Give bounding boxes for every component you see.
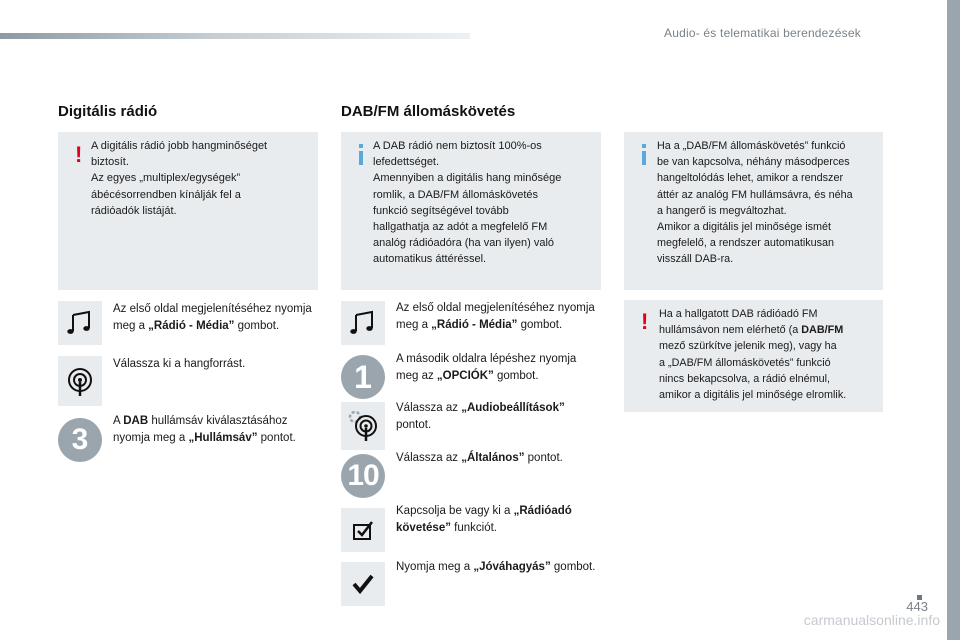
warning-line: a „DAB/FM állomáskövetés” funkció: [659, 356, 831, 369]
music-note-icon: [341, 301, 385, 345]
left-step-2-text: Válassza ki a hangforrást.: [113, 358, 246, 370]
step-number-1: 1: [341, 355, 385, 399]
info-line: visszáll DAB-ra.: [657, 253, 734, 266]
warning-icon: !: [75, 142, 83, 167]
middle-step-1-text: Az első oldal megjelenítéséhez nyomja meg a „Rádió - Média” gombot.: [396, 302, 595, 331]
audio-settings-gear-icon: [341, 402, 385, 450]
warning-line: Ha a hallgatott DAB rádióadó FM: [659, 308, 818, 320]
info-line: Amikor a digitális jel minősége ismét: [657, 221, 832, 234]
info-line: lefedettséget.: [373, 156, 440, 169]
radio-media-button-icon-box: [58, 301, 102, 345]
info-line: hallgathatja az adót a megfelelő FM: [373, 221, 548, 234]
confirm-icon-box: [341, 562, 385, 606]
step-number-10: 10: [341, 454, 385, 498]
watermark-text: carmanualsonline.info: [803, 612, 940, 628]
info-box-tracking-delay: [624, 132, 883, 290]
heading-dab-fm-tracking: DAB/FM állomáskövetés: [341, 103, 516, 120]
info-line: Ha a „DAB/FM állomáskövetés” funkció: [657, 140, 846, 152]
header-gradient-bar: [0, 33, 470, 39]
info-line: hangeltolódás lehet, amikor a rendszer: [657, 172, 844, 185]
middle-step-5-text: Kapcsolja be vagy ki a „Rádióadó követése” funkciót.: [396, 505, 572, 534]
info-box-dab-coverage: [341, 132, 601, 290]
checkbox-checked-icon: [341, 508, 385, 552]
info-line: funkció segítségével tovább: [373, 204, 509, 217]
info-line: áttér az analóg FM hullámsávra, és néha: [657, 188, 853, 201]
warning-line: nincs bekapcsolva, a rádió elnémul,: [659, 372, 831, 385]
left-step-1-text: Az első oldal megjelenítéséhez nyomja meg a „Rádió - Média” gombot.: [113, 303, 312, 332]
left-step-3-text: A DAB hullámsáv kiválasztásához nyomja meg a „Hullámsáv” pontot.: [113, 415, 296, 444]
info-line: a hangerő is megváltozhat.: [657, 204, 787, 217]
section-title: Audio- és telematikai berendezések: [664, 26, 861, 40]
warning-box-digital-radio: [58, 132, 318, 290]
warning-box-fm-unavailable: [624, 300, 883, 412]
info-line: be van kapcsolva, néhány másodperces: [657, 156, 850, 169]
sound-source-icon-box: [58, 356, 102, 406]
info-line: Amennyiben a digitális hang minősége: [373, 172, 562, 185]
warning-line: mező szürkítve jelenik meg), vagy ha: [659, 340, 837, 353]
warning-line: hullámsávon nem elérhető (a DAB/FM: [659, 324, 844, 337]
step-number-3: 3: [58, 418, 102, 462]
watermark: [803, 599, 940, 628]
info-text: [657, 138, 882, 268]
warning-text: [659, 306, 881, 403]
middle-step-3-text: Válassza az „Audiobeállítások” pontot.: [396, 402, 565, 431]
warning-line: biztosít.: [91, 156, 129, 169]
audio-settings-icon-box: [341, 402, 385, 450]
info-text: [373, 138, 598, 268]
middle-step-4-text: Válassza az „Általános” pontot.: [396, 452, 563, 464]
middle-step-6-text: Nyomja meg a „Jóváhagyás” gombot.: [396, 561, 596, 573]
info-line: megfelelő, a rendszer automatikusan: [657, 237, 835, 250]
radio-media-button-icon-box-2: [341, 301, 385, 345]
warning-line: amikor a digitális jel minősége elromlik.: [659, 389, 847, 402]
info-line: automatikus áttéréssel.: [373, 253, 487, 266]
middle-step-2-text: A második oldalra lépéshez nyomja meg az „OPCIÓK” gombot.: [396, 353, 577, 382]
warning-text: [91, 138, 313, 219]
tracking-checkbox-icon-box: [341, 508, 385, 552]
info-line: A DAB rádió nem biztosít 100%-os: [373, 140, 542, 152]
checkmark-icon: [341, 562, 385, 606]
warning-line: Az egyes „multiplex/egységek”: [91, 172, 241, 185]
side-tab-strip: [947, 0, 960, 640]
info-line: analóg rádióadóra (ha van ilyen) való: [373, 237, 555, 250]
warning-line: ábécésorrendben kínálják fel a: [91, 188, 241, 201]
page-number: 443: [906, 599, 928, 614]
info-line: romlik, a DAB/FM állomáskövetés: [373, 188, 539, 201]
warning-line: rádióadók listáját.: [91, 204, 177, 217]
warning-line: A digitális rádió jobb hangminőséget: [91, 140, 268, 152]
warning-icon: !: [641, 309, 649, 334]
radio-signal-icon: [58, 356, 102, 406]
heading-digital-radio: Digitális rádió: [58, 103, 158, 120]
music-note-icon: [58, 301, 102, 345]
